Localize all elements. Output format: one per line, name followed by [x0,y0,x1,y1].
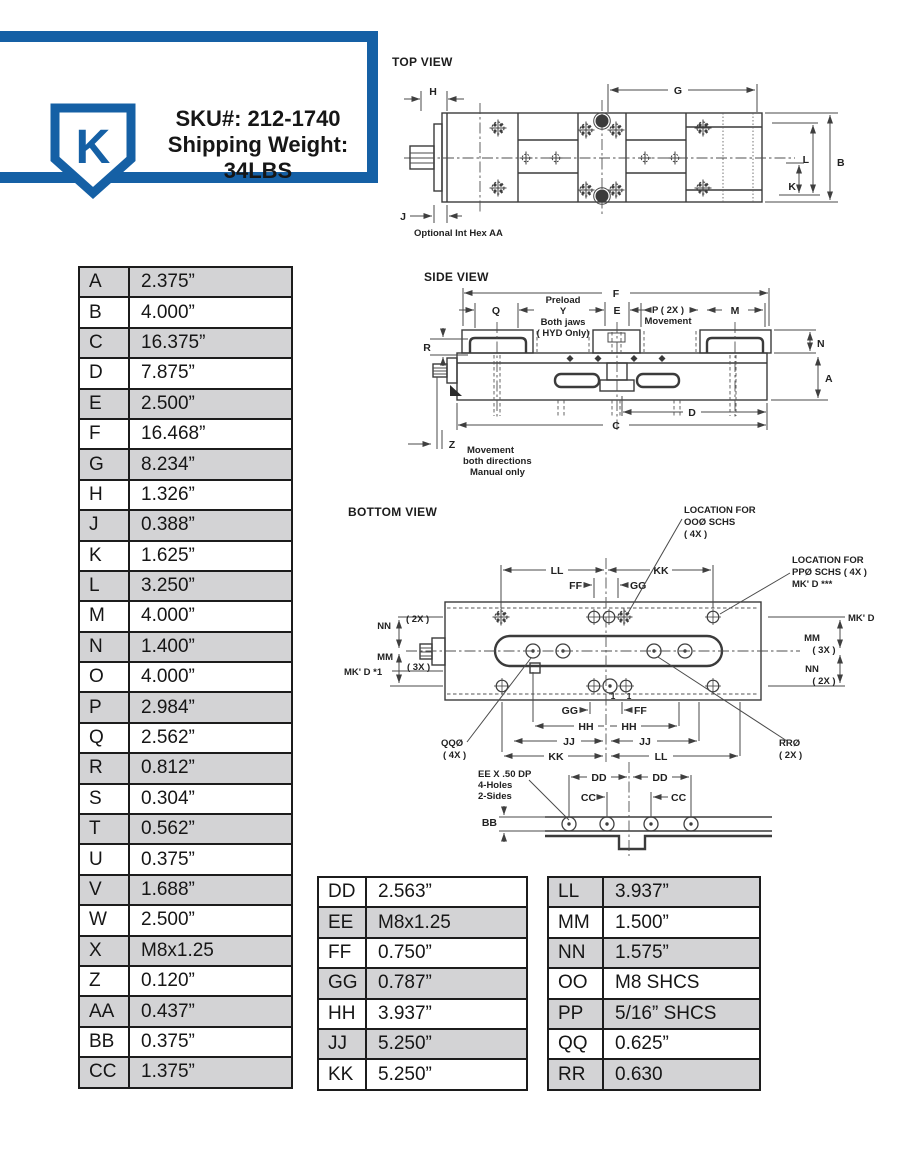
dim-value: 0.375” [141,1030,195,1052]
dim-table-row [319,1030,526,1060]
mkd-label-right: MK' D [848,613,875,624]
loc-oo-line3: ( 4X ) [684,529,708,540]
dim-label-ll-top: LL [550,565,564,577]
dim-value: 2.500” [141,909,195,931]
dim-table-row [549,1000,759,1030]
dim-table-row [549,878,759,908]
dim-table-row [319,1060,526,1088]
dim-label-jj-right: JJ [639,736,651,748]
dim-value: M8 SHCS [615,972,700,994]
top-view-drawing [385,50,865,250]
brand-shield-logo [50,104,136,198]
top-view-title: TOP VIEW [392,55,453,69]
dim-key: R [80,754,130,782]
dim-label-bb: BB [481,817,497,829]
dim-label-c: C [612,420,620,432]
dim-value: 1.575” [615,941,669,963]
dim-label-m: M [730,305,740,317]
dim-table-row [80,420,291,450]
dim-table-row [319,878,526,908]
dim-table-row [80,724,291,754]
bottom-view-drawing [340,498,900,764]
dim-key: W [80,906,130,934]
dim-value: 2.500” [141,392,195,414]
dim-table-row [80,602,291,632]
shipping-weight-label: Shipping Weight: [167,132,349,157]
dim-value: 3.937” [378,1002,432,1024]
dim-key: C [80,329,130,357]
loc-oo-line2: OOØ SCHS [684,517,736,528]
dim-table-row [80,511,291,541]
dim-table-row [80,542,291,572]
dim-key: FF [319,939,367,967]
side-view-drawing [390,266,860,480]
dim-label-gg-bottom: GG [561,705,578,717]
dim-value: 2.375” [141,271,195,293]
dim-key: QQ [549,1030,604,1058]
top-view-body [404,100,795,215]
dim-table-row [319,1000,526,1030]
dim-value: 0.562” [141,818,195,840]
loc-pp-line2: PPØ SCHS ( 4X ) [792,567,867,578]
dim-label-ff-bottom: FF [634,705,647,717]
preload-note-3: Both jaws [540,317,586,328]
dim-key: AA [80,997,130,1025]
ee-note-2: 4-Holes [478,780,513,791]
dim-key: OO [549,969,604,997]
z-note-2: both directions [463,456,532,467]
dim-value: 1.500” [615,911,669,933]
dim-table-row [80,845,291,875]
dim-label-a: A [825,373,833,385]
loc-pp-line1: LOCATION FOR [792,555,864,566]
dim-label-nn-right: NN [805,664,819,675]
dim-key: Z [80,967,130,995]
preload-note-4: ( HYD Only) [536,328,590,339]
dim-table-row [80,815,291,845]
dim-value: 1.326” [141,483,195,505]
dim-value: 4.000” [141,666,195,688]
dim-label-e: E [613,305,621,317]
dim-label-n: N [817,338,825,350]
dim-key: K [80,542,130,570]
dim-key: DD [319,878,367,906]
dim-label-kk-bottom: KK [548,751,564,763]
dim-value: 0.630 [615,1063,663,1085]
dim-label-dd-right: DD [652,772,668,784]
dim-value: 0.750” [378,941,432,963]
dim-label-mm-right: MM [804,633,820,644]
dim-table-row [319,969,526,999]
rr-count: ( 2X ) [779,750,803,761]
mm-count-right: ( 3X ) [812,645,836,656]
dim-key: H [80,481,130,509]
top-view-note: Optional Int Hex AA [414,228,503,239]
dim-key: M [80,602,130,630]
dim-label-g: G [673,85,683,97]
dim-value: 2.563” [378,881,432,903]
dim-value: 4.000” [141,301,195,323]
dim-key: U [80,845,130,873]
dim-table-row [80,997,291,1027]
dim-value: M8x1.25 [378,911,451,933]
shipping-weight-value: 34LBS [223,158,293,183]
dim-label-j: J [400,211,406,223]
dim-value: M8x1.25 [141,939,214,961]
dim-key: EE [319,908,367,936]
dim-table-row [319,939,526,969]
dim-table-row [80,329,291,359]
dim-key: JJ [319,1030,367,1058]
dimension-table-right [547,876,761,1091]
dim-key: Q [80,724,130,752]
datum-flag-2: 1 [626,691,632,701]
dim-value: 2.984” [141,696,195,718]
dim-value: 16.468” [141,423,206,445]
dim-key: N [80,633,130,661]
preload-note-1: Preload [545,295,581,306]
p-movement-label: P ( 2X ) [651,305,685,316]
nn-count-left: ( 2X ) [406,614,430,625]
dim-table-row [80,663,291,693]
dim-value: 3.937” [615,881,669,903]
qq-callout: QQØ [441,738,464,749]
dim-value: 0.787” [378,972,432,994]
dim-key: KK [319,1060,367,1088]
dim-label-jj-left: JJ [563,736,575,748]
dimension-table-middle [317,876,528,1091]
dim-label-h: H [429,86,437,98]
dim-table-row [80,754,291,784]
dim-label-d: D [688,407,696,419]
sku-text: SKU#: 212-1740 [175,106,341,131]
dim-value: 5.250” [378,1033,432,1055]
datum-flag-1: 1 [610,691,616,701]
dim-key: E [80,390,130,418]
side-view-body [433,322,771,449]
dim-key: V [80,876,130,904]
dim-value: 5.250” [378,1063,432,1085]
header-text [147,106,369,184]
dim-label-f: F [612,288,620,300]
dim-value: 0.388” [141,514,195,536]
qq-count: ( 4X ) [443,750,467,761]
dim-table-row [319,908,526,938]
dim-key: NN [549,939,604,967]
side-view-title: SIDE VIEW [424,270,489,284]
dim-table-row [549,1030,759,1060]
mm-count-left: ( 3X ) [407,662,431,673]
dim-key: L [80,572,130,600]
dim-value: 2.562” [141,727,195,749]
nn-count-right: ( 2X ) [812,676,836,687]
dim-key: X [80,937,130,965]
dim-table-row [80,1028,291,1058]
z-note-1: Movement [467,445,514,456]
dim-value: 0.437” [141,1000,195,1022]
dim-key: G [80,450,130,478]
dim-table-row [80,633,291,663]
dim-table-row [80,572,291,602]
loc-pp-line3: MK' D *** [792,579,833,590]
dim-value: 0.625” [615,1033,669,1055]
dim-table-row [80,906,291,936]
dim-value: 1.625” [141,544,195,566]
ee-note-1: EE X .50 DP [478,769,532,780]
dim-table-row [549,1060,759,1088]
dim-key: HH [319,1000,367,1028]
dim-label-hh-right: HH [621,721,637,733]
dim-label-nn-left: NN [377,621,391,632]
dim-value: 8.234” [141,453,195,475]
dim-key: J [80,511,130,539]
dim-key: F [80,420,130,448]
dim-table-row [80,785,291,815]
dim-label-gg-top: GG [630,580,647,592]
dim-table-row [80,268,291,298]
dim-value: 16.375” [141,331,206,353]
dim-value: 0.120” [141,970,195,992]
dim-label-dd-left: DD [591,772,607,784]
dim-key: S [80,785,130,813]
dim-key: A [80,268,130,296]
bottom-view-dimensions [344,505,875,763]
dim-label-r: R [423,342,431,354]
dim-key: CC [80,1058,130,1086]
dim-key: B [80,298,130,326]
dim-value: 3.250” [141,575,195,597]
dim-label-q: Q [491,305,501,317]
dim-label-k: K [788,181,796,193]
dim-key: RR [549,1060,604,1088]
dimension-table-main [78,266,293,1089]
dim-key: T [80,815,130,843]
bottom-view-title: BOTTOM VIEW [348,505,438,519]
logo-letter: K [75,121,111,174]
dim-table-row [80,1058,291,1086]
dim-label-b: B [837,157,845,169]
dim-key: MM [549,908,604,936]
z-note-3: Manual only [470,467,525,478]
dim-label-ll-bottom: LL [654,751,668,763]
dim-value: 1.375” [141,1061,195,1083]
dim-table-row [549,969,759,999]
dim-table-row [80,359,291,389]
loc-oo-line1: LOCATION FOR [684,505,756,516]
dim-value: 5/16” SHCS [615,1002,717,1024]
dim-table-row [80,481,291,511]
dim-table-row [549,908,759,938]
dim-value: 4.000” [141,605,195,627]
dim-key: O [80,663,130,691]
top-view-dimensions [400,84,845,239]
dim-table-row [80,450,291,480]
mkd1-label-left: MK' D *1 [344,667,383,678]
dim-table-row [80,298,291,328]
dim-table-row [80,390,291,420]
dim-label-cc-left: CC [580,792,596,804]
dim-label-l: L [802,154,809,166]
ee-note-3: 2-Sides [478,791,512,802]
dim-label-ff-top: FF [569,580,582,592]
dim-key: BB [80,1028,130,1056]
section-view-drawing [430,755,800,863]
dim-key: P [80,693,130,721]
dim-label-hh-left: HH [578,721,594,733]
dim-table-row [80,876,291,906]
dim-table-row [80,967,291,997]
dim-key: D [80,359,130,387]
dim-label-z: Z [448,439,456,451]
dim-value: 0.375” [141,848,195,870]
preload-note-2: Y [559,306,567,317]
dim-table-row [80,693,291,723]
dim-label-kk-top: KK [653,565,669,577]
p-movement-label2: Movement [644,316,692,327]
header-box [0,31,378,183]
rr-callout: RRØ [779,738,801,749]
dim-key: LL [549,878,604,906]
dim-value: 0.304” [141,787,195,809]
side-view-dimensions [408,288,833,478]
dim-label-mm-left: MM [377,652,393,663]
dim-label-cc-right: CC [671,792,687,804]
dim-table-row [549,939,759,969]
bottom-view-body [406,558,803,762]
dim-value: 1.400” [141,635,195,657]
dim-value: 0.812” [141,757,195,779]
dim-key: PP [549,1000,604,1028]
dim-value: 1.688” [141,879,195,900]
dim-value: 7.875” [141,362,195,384]
dim-key: GG [319,969,367,997]
dim-table-row [80,937,291,967]
